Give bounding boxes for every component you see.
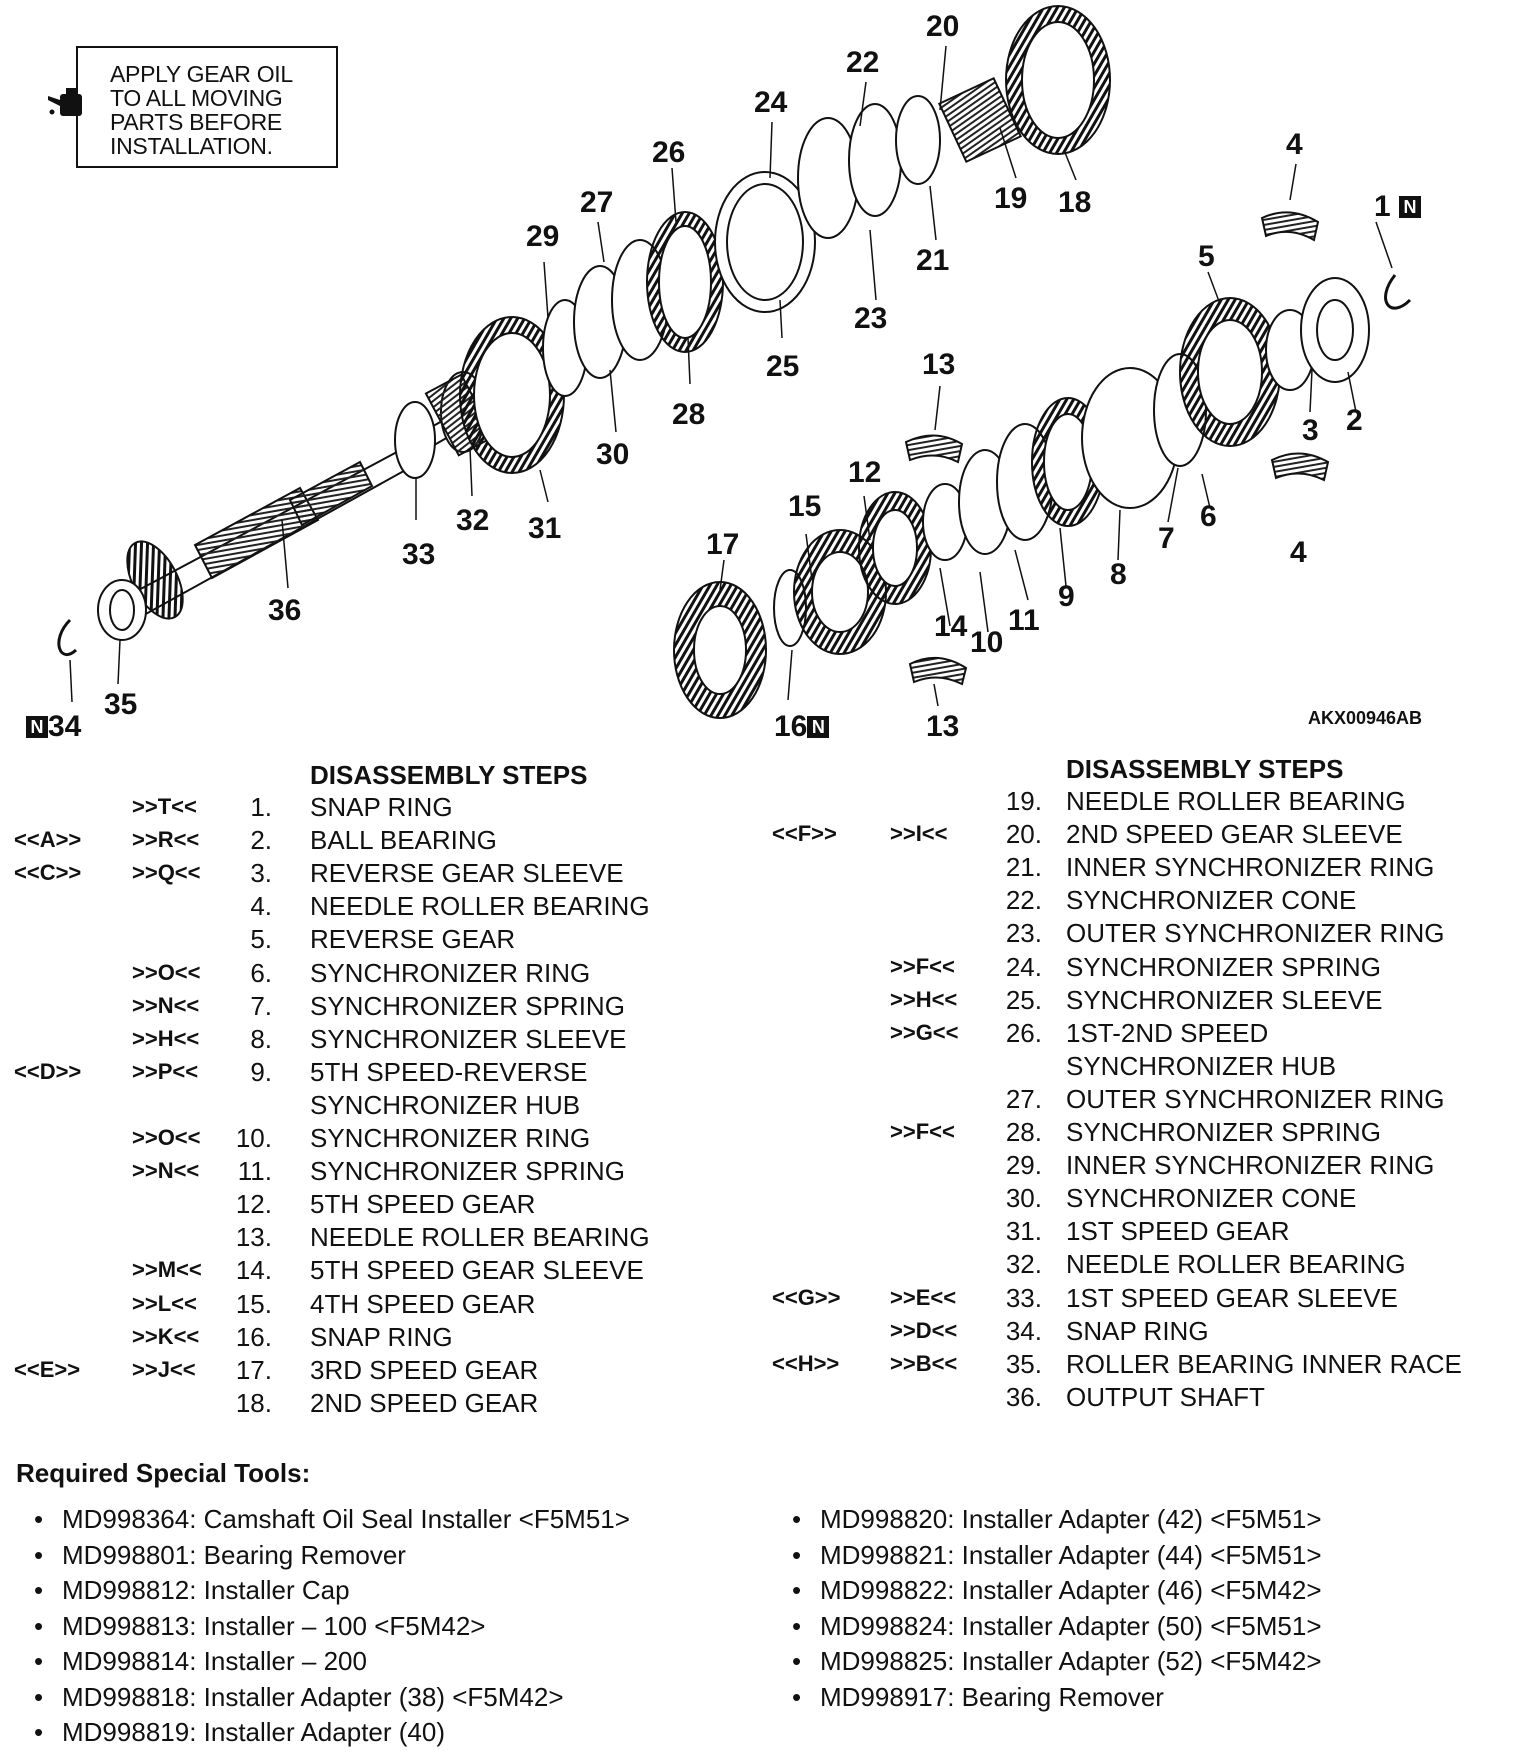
callout-7: 7 — [1158, 522, 1175, 555]
install-mark: >>P<< — [132, 1058, 199, 1084]
tool-text: MD998820: Installer Adapter (42) <F5M51> — [820, 1504, 1322, 1534]
tool-text: MD998821: Installer Adapter (44) <F5M51> — [820, 1539, 1322, 1570]
install-mark: >>J<< — [132, 1356, 196, 1382]
step-name: 2ND SPEED GEAR — [310, 1387, 539, 1418]
step-name: ROLLER BEARING INNER RACE — [1066, 1348, 1462, 1379]
install-mark: >>F<< — [890, 953, 955, 979]
removal-mark: <<H>> — [772, 1350, 840, 1376]
install-mark: >>H<< — [132, 1025, 200, 1051]
callout-19: 19 — [994, 182, 1028, 215]
tool-item — [34, 1575, 350, 1605]
step-name: INNER SYNCHRONIZER RING — [1066, 852, 1435, 883]
bullet-icon: • — [792, 1504, 802, 1534]
bullet-icon: • — [34, 1610, 44, 1641]
step-number: 25. — [1005, 984, 1042, 1015]
tool-item — [34, 1646, 367, 1676]
removal-mark: <<D>> — [14, 1058, 82, 1084]
callout-16: 16 N — [774, 712, 829, 742]
install-mark: >>B<< — [890, 1350, 958, 1376]
callout-3: 3 — [1302, 414, 1319, 447]
step-number: 9. — [250, 1056, 272, 1087]
step-row — [0, 918, 1520, 951]
tool-text: MD998824: Installer Adapter (50) <F5M51> — [820, 1610, 1322, 1641]
step-number: 5. — [250, 924, 272, 955]
removal-mark: <<A>> — [14, 827, 82, 853]
install-mark: >>Q<< — [132, 860, 201, 886]
callout-34: N 34 — [26, 712, 81, 742]
tool-text: MD998812: Installer Cap — [62, 1575, 350, 1605]
step-number: 31. — [1005, 1216, 1042, 1247]
tool-item — [792, 1610, 1322, 1641]
callout-36: 36 — [268, 594, 302, 627]
callout-24: 24 — [754, 86, 788, 119]
step-name: SYNCHRONIZER RING — [310, 1123, 591, 1153]
step-name: NEEDLE ROLLER BEARING — [1066, 786, 1406, 816]
tool-text: MD998818: Installer Adapter (38) <F5M42> — [62, 1681, 564, 1712]
step-row — [0, 885, 1520, 918]
step-name: SYNCHRONIZER SLEEVE — [1066, 984, 1383, 1015]
gear-oil-note-text: APPLY GEAR OIL TO ALL MOVING PARTS BEFORE INSTALLATION. — [110, 61, 293, 159]
tool-item — [34, 1610, 486, 1641]
new-part-badge: N — [807, 716, 829, 738]
lower-axis-parts — [674, 275, 1410, 718]
step-number: 16. — [235, 1321, 272, 1352]
callout-20: 20 — [926, 10, 960, 43]
step-name: 5TH SPEED GEAR SLEEVE — [310, 1255, 644, 1286]
tool-text: MD998364: Camshaft Oil Seal Installer <F5M51> — [62, 1504, 630, 1534]
bullet-icon: • — [792, 1681, 802, 1712]
callout-28: 28 — [672, 398, 706, 431]
step-row — [0, 1150, 1520, 1183]
callout-12: 12 — [848, 456, 882, 489]
callout-32: 32 — [456, 504, 490, 537]
step-number: 21. — [1005, 852, 1042, 883]
step-row — [0, 1349, 1520, 1382]
step-number: 4. — [250, 891, 272, 922]
step-number: 15. — [235, 1288, 272, 1319]
install-mark: >>D<< — [890, 1317, 958, 1343]
tool-item — [792, 1539, 1322, 1570]
step-name: NEEDLE ROLLER BEARING — [1066, 1249, 1406, 1280]
step-number: 18. — [235, 1387, 272, 1418]
step-row — [0, 1018, 1520, 1051]
step-number: 10. — [235, 1123, 272, 1153]
install-mark: >>E<< — [890, 1284, 957, 1310]
step-name: SYNCHRONIZER SLEEVE — [310, 1023, 627, 1054]
step-row — [0, 1382, 1520, 1415]
step-row — [0, 1249, 1520, 1282]
step-name: SYNCHRONIZER HUB — [310, 1089, 581, 1120]
callout-1: 1 N — [1374, 192, 1421, 222]
tool-item — [792, 1575, 1322, 1605]
step-number: 11. — [237, 1156, 272, 1187]
step-number: 33. — [1005, 1282, 1042, 1313]
install-mark: >>F<< — [890, 1119, 955, 1144]
install-mark: >>H<< — [890, 986, 958, 1012]
install-mark: >>N<< — [132, 1158, 200, 1184]
step-number: 7. — [250, 990, 272, 1021]
disassembly-title-right: DISASSEMBLY STEPS — [1066, 754, 1344, 784]
step-row — [0, 1316, 1520, 1349]
callout-29: 29 — [526, 220, 560, 253]
step-row — [0, 1183, 1520, 1216]
callout-21: 21 — [916, 244, 950, 277]
callout-27: 27 — [580, 186, 614, 219]
step-number: 1. — [250, 792, 272, 822]
callout-17: 17 — [706, 528, 740, 561]
callout-13-top: 13 — [922, 348, 956, 381]
bullet-icon: • — [792, 1610, 802, 1641]
step-number: 14. — [235, 1255, 272, 1286]
step-name: SYNCHRONIZER SPRING — [1066, 1117, 1381, 1147]
step-row — [0, 1117, 1520, 1150]
callout-25: 25 — [766, 350, 800, 383]
step-name: 5TH SPEED-REVERSE — [310, 1056, 588, 1087]
tool-text: MD998801: Bearing Remover — [62, 1539, 406, 1570]
bullet-icon: • — [34, 1539, 44, 1570]
step-number: 17. — [235, 1354, 272, 1385]
callout-10: 10 — [970, 626, 1004, 659]
step-row — [0, 819, 1520, 852]
install-mark: >>I<< — [890, 821, 948, 847]
step-name: REVERSE GEAR SLEEVE — [310, 858, 624, 889]
install-mark: >>L<< — [132, 1290, 197, 1316]
install-mark: >>G<< — [890, 1019, 959, 1045]
callout-2: 2 — [1346, 404, 1363, 437]
bullet-icon: • — [34, 1575, 44, 1605]
step-number: 28. — [1005, 1117, 1042, 1147]
tool-text: MD998819: Installer Adapter (40) — [62, 1717, 445, 1747]
install-mark: >>R<< — [132, 827, 200, 853]
callout-23: 23 — [854, 302, 888, 335]
tool-item — [34, 1717, 445, 1747]
callout-26: 26 — [652, 136, 686, 169]
step-name: 1ST-2ND SPEED — [1066, 1017, 1269, 1048]
callout-4-bottom: 4 — [1290, 536, 1307, 569]
tool-text: MD998825: Installer Adapter (52) <F5M42> — [820, 1646, 1322, 1676]
bullet-icon: • — [34, 1717, 44, 1747]
bullet-icon: • — [34, 1681, 44, 1712]
step-name: SNAP RING — [1066, 1315, 1209, 1346]
tool-item — [792, 1646, 1322, 1676]
step-name: SYNCHRONIZER HUB — [1066, 1050, 1337, 1081]
exploded-view-diagram — [0, 0, 1520, 760]
upper-axis-parts — [395, 6, 1110, 478]
step-number: 8. — [250, 1023, 272, 1054]
tool-text: MD998822: Installer Adapter (46) <F5M42> — [820, 1575, 1322, 1605]
callout-14: 14 — [934, 610, 968, 643]
removal-mark: <<F>> — [772, 821, 837, 847]
callout-6: 6 — [1200, 500, 1217, 533]
step-number: 2. — [250, 825, 272, 856]
install-mark: >>O<< — [132, 959, 201, 985]
removal-mark: <<E>> — [14, 1356, 81, 1382]
tool-item — [792, 1504, 1322, 1534]
tool-text: MD998813: Installer – 100 <F5M42> — [62, 1610, 486, 1641]
step-name: 3RD SPEED GEAR — [310, 1354, 539, 1385]
step-name: 1ST SPEED GEAR SLEEVE — [1066, 1282, 1398, 1313]
step-name: SYNCHRONIZER SPRING — [1066, 951, 1381, 982]
callout-15: 15 — [788, 490, 822, 523]
step-number: 34. — [1005, 1315, 1042, 1346]
callout-4-top: 4 — [1286, 128, 1303, 161]
step-name: OUTPUT SHAFT — [1066, 1381, 1265, 1412]
step-number: 26. — [1005, 1017, 1042, 1048]
step-name: 5TH SPEED GEAR — [310, 1189, 536, 1220]
install-mark: >>T<< — [132, 794, 197, 819]
step-number: 36. — [1005, 1381, 1042, 1412]
step-number: 20. — [1005, 819, 1042, 850]
step-name: 2ND SPEED GEAR SLEEVE — [1066, 819, 1403, 850]
callout-18: 18 — [1058, 186, 1092, 219]
step-number: 6. — [250, 957, 272, 988]
step-row — [0, 985, 1520, 1018]
step-name: SYNCHRONIZER SPRING — [310, 990, 625, 1021]
install-mark: >>N<< — [132, 992, 200, 1018]
step-name: SYNCHRONIZER CONE — [1066, 885, 1357, 916]
callout-30: 30 — [596, 438, 630, 471]
bullet-icon: • — [792, 1575, 802, 1605]
step-name: NEEDLE ROLLER BEARING — [310, 891, 650, 922]
step-name: SNAP RING — [310, 792, 453, 822]
step-name: OUTER SYNCHRONIZER RING — [1066, 918, 1445, 949]
new-part-badge: N — [1399, 196, 1421, 218]
step-name: INNER SYNCHRONIZER RING — [1066, 1150, 1435, 1181]
tool-text: MD998917: Bearing Remover — [820, 1681, 1164, 1712]
step-number: 35. — [1005, 1348, 1042, 1379]
step-name: OUTER SYNCHRONIZER RING — [1066, 1083, 1445, 1114]
step-name: 1ST SPEED GEAR — [1066, 1216, 1290, 1247]
new-part-badge: N — [26, 716, 48, 738]
callout-8: 8 — [1110, 558, 1127, 591]
bullet-icon: • — [792, 1539, 802, 1570]
step-name: 4TH SPEED GEAR — [310, 1288, 536, 1319]
install-mark: >>M<< — [132, 1257, 202, 1283]
tool-item — [792, 1681, 1164, 1712]
install-mark: >>K<< — [132, 1323, 200, 1349]
callout-11: 11 — [1008, 604, 1040, 637]
removal-mark: <<G>> — [772, 1284, 841, 1310]
install-mark: >>O<< — [132, 1125, 201, 1150]
removal-mark: <<C>> — [14, 860, 82, 886]
step-number: 12. — [235, 1189, 272, 1220]
step-name: SYNCHRONIZER CONE — [1066, 1183, 1357, 1214]
disassembly-title-left: DISASSEMBLY STEPS — [310, 760, 588, 790]
step-row — [0, 786, 1520, 819]
tool-item — [34, 1681, 564, 1712]
step-name: NEEDLE ROLLER BEARING — [310, 1222, 650, 1253]
step-number: 3. — [250, 858, 272, 889]
step-row — [0, 1283, 1520, 1316]
step-name: REVERSE GEAR — [310, 924, 516, 955]
tool-text: MD998814: Installer – 200 — [62, 1646, 367, 1676]
step-row — [0, 952, 1520, 985]
step-number: 29. — [1005, 1150, 1042, 1181]
step-name: SYNCHRONIZER RING — [310, 957, 591, 988]
callout-35: 35 — [104, 688, 138, 721]
step-number: 23. — [1005, 918, 1042, 949]
bullet-icon: • — [34, 1646, 44, 1676]
bullet-icon: • — [792, 1646, 802, 1676]
step-number: 32. — [1005, 1249, 1042, 1280]
callout-33: 33 — [402, 538, 436, 571]
step-name: SNAP RING — [310, 1321, 453, 1352]
step-number: 13. — [235, 1222, 272, 1253]
step-row — [0, 852, 1520, 885]
figure-id: AKX00946AB — [1308, 708, 1423, 728]
step-row — [0, 1051, 1520, 1084]
step-number: 27. — [1005, 1083, 1042, 1114]
step-number: 30. — [1005, 1183, 1042, 1214]
callout-31: 31 — [528, 512, 562, 545]
step-number: 19. — [1005, 786, 1042, 816]
step-row — [0, 1084, 1520, 1117]
callout-5: 5 — [1198, 240, 1215, 273]
special-tools-title: Required Special Tools: — [16, 1458, 311, 1488]
tool-item — [34, 1539, 406, 1570]
callout-9: 9 — [1058, 580, 1075, 613]
tool-item — [34, 1504, 630, 1534]
callout-13-bottom: 13 — [926, 710, 960, 743]
step-row — [0, 1216, 1520, 1249]
bullet-icon: • — [34, 1504, 44, 1534]
callout-22: 22 — [846, 46, 880, 79]
step-name: BALL BEARING — [310, 825, 497, 856]
step-number: 22. — [1005, 885, 1042, 916]
step-name: SYNCHRONIZER SPRING — [310, 1156, 625, 1187]
step-number: 24. — [1005, 951, 1042, 982]
